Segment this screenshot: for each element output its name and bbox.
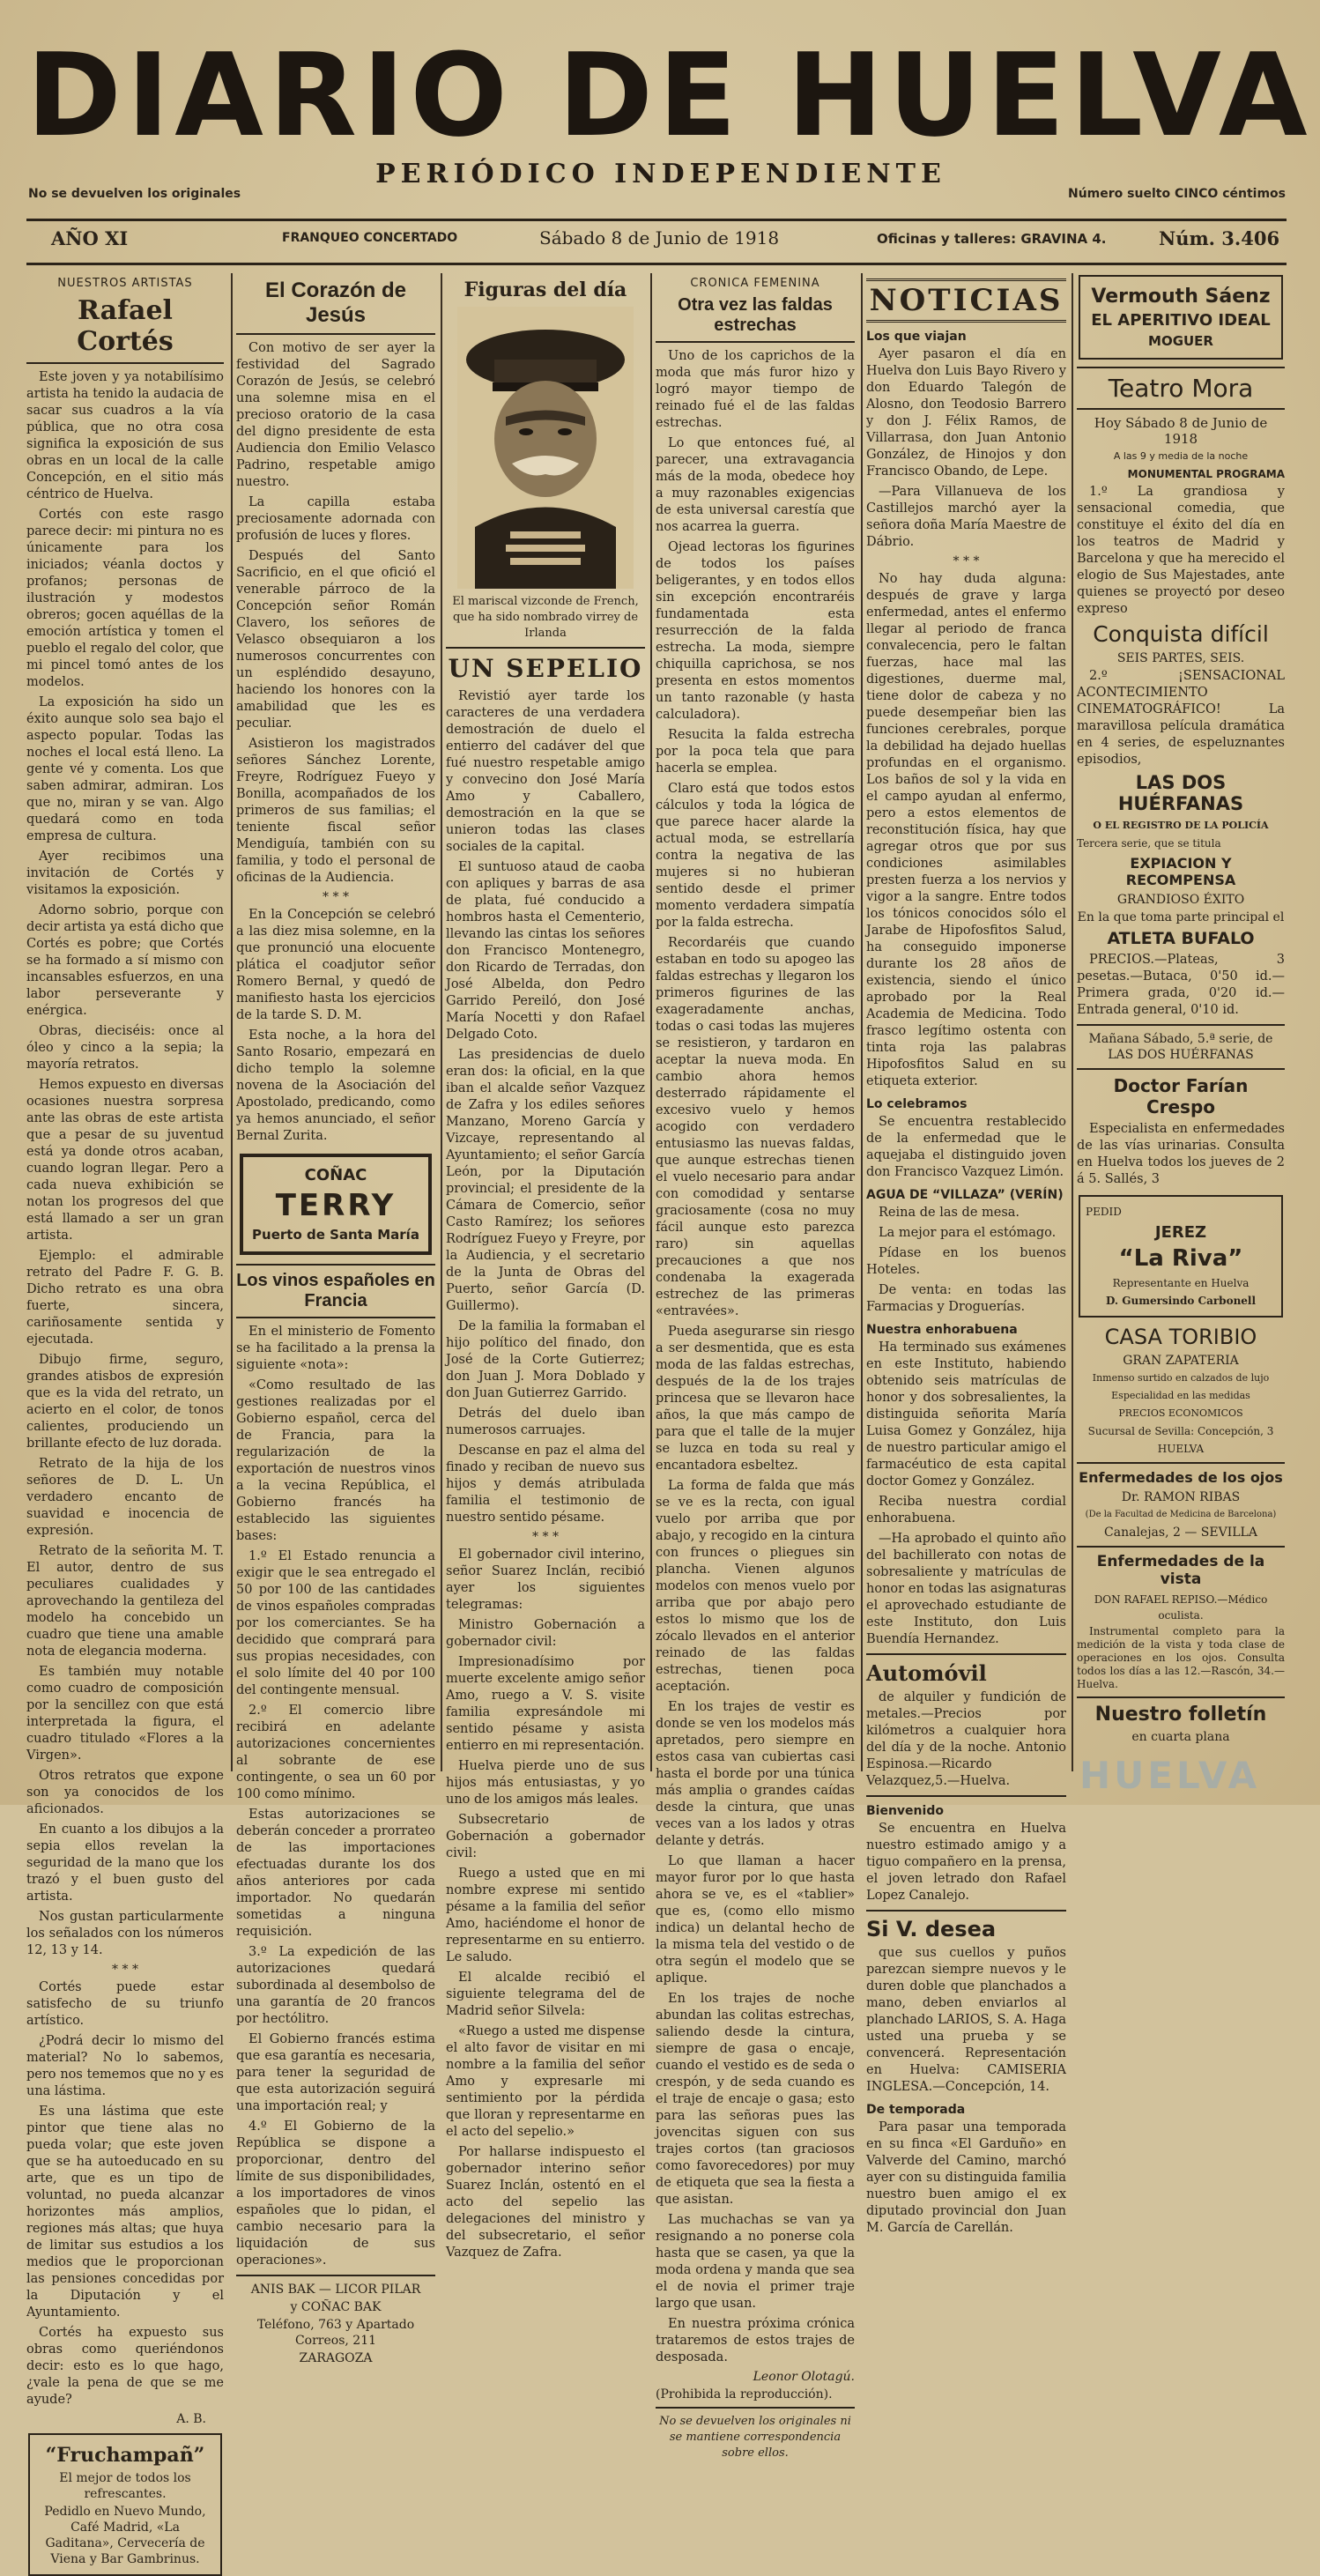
ad-line: ANIS BAK — LICOR PILAR	[250, 2283, 421, 2297]
ad-name: “La Riva”	[1118, 1245, 1243, 1272]
paragraph: Cortés puede estar satisfecho de su triunfo artístico.	[26, 1980, 224, 2028]
separator: * * *	[323, 890, 349, 904]
section-title: Bienvenido	[866, 1804, 944, 1818]
ad-line: Especialidad en las medidas	[1111, 1390, 1250, 1401]
paragraph: 1.º La grandiosa y sensacional comedia, que constituye el éxito del día en los teatros de Madrid y Barcelona y que ha merecido el elogio de Sus Majestades, ante quienes se proyectó por deseo expreso	[1077, 485, 1285, 616]
paragraph: Impresionadísimo por muerte excelente amigo señor Amo, ruego a V. S. visite familia expresándole mi sentido pésame y asista entierro en mi representación.	[446, 1655, 645, 1753]
signature: Leonor Olotagú.	[753, 2370, 855, 2384]
ad-line: El mejor de todos los refrescantes.	[59, 2471, 191, 2501]
divider	[1077, 1068, 1285, 1070]
signature: A. B.	[176, 2412, 206, 2426]
ad-sub: EL APERITIVO IDEAL	[1091, 311, 1271, 330]
paragraph: La capilla estaba preciosamente adornada con profusión de luces y flores.	[236, 495, 435, 543]
article-body	[236, 907, 435, 1145]
film-role: En la que toma parte principal el	[1077, 910, 1285, 924]
paragraph: ¿Podrá decir lo mismo del material? No lo sabemos, pero nos tememos que no y es una lástima.	[26, 2034, 224, 2098]
divider	[866, 1910, 1066, 1912]
paragraph: de alquiler y fundición de metales.—Precios por kilómetros a cualquier hora del día y de la noche. Antonio Espinosa.—Ricardo Velazquez,5.—Huelva.	[866, 1690, 1066, 1788]
ad-fruchampan	[28, 2433, 222, 2576]
paragraph: Descanse en paz el alma del finado y reciban de nuevo sus hijos y demás atribulada familia el testimonio de nuestro sentido pésame.	[446, 1444, 645, 1525]
folletin-title: Nuestro folletín	[1094, 1704, 1267, 1726]
film-series: Tercera serie, que se titula	[1077, 837, 1221, 850]
paragraph: Uno de los caprichos de la moda que más furor hizo y logró mayor tiempo de reinado fué el de las faldas estrechas.	[656, 349, 855, 430]
paragraph: Ruego a usted que en mi nombre exprese mi sentido pésame a la familia del señor Amo, haciéndome el honor de representarme en su entierro. Le saludo.	[446, 1867, 645, 1964]
section-title: AGUA DE “VILLAZA” (VERÍN)	[866, 1188, 1064, 1202]
column-rule	[650, 273, 652, 1771]
ad-brand: COÑAC	[304, 1166, 367, 1184]
issue-year: AÑO XI	[51, 227, 129, 249]
watermark: HUELVA	[1079, 1754, 1261, 1797]
paragraph: La exposición ha sido un éxito aunque solo sea bajo el aspecto popular. Todas las noches el local está lleno. La gente vé y comenta. Los que saben admirar, admiran. Los que no, miran y se van. Algo quedará como en toda empresa de cultura.	[26, 695, 224, 843]
paragraph: En cuanto a los dibujos a la sepia ellos revelan la seguridad de la mano que los trazó y el buen gusto del artista.	[26, 1823, 224, 1904]
paragraph: Ayer recibimos una invitación de Cortés y visitamos la exposición.	[26, 850, 224, 897]
note: (Prohibida la reproducción).	[656, 2387, 833, 2402]
issue-number: Núm. 3.406	[1159, 227, 1280, 249]
ad-line: Representante en Huelva	[1112, 1277, 1250, 1289]
ad-line: Canalejas, 2 — SEVILLA	[1104, 1526, 1257, 1540]
paragraph: Otros retratos que expone son ya conocidos de los aficionados.	[26, 1769, 224, 1816]
ad-line: GRAN ZAPATERIA	[1123, 1354, 1239, 1368]
paragraph: Retrato de la señorita M. T. El autor, dentro de sus peculiares cualidades y aprovechando la gentileza del modelo ha concebido un cuadro que tiene una amable nota de elegancia moderna.	[26, 1544, 224, 1659]
paragraph: Adorno sobrio, porque con decir artista ya está dicho que Cortés es pobre; que Cortés se ha formado a sí mismo con incansables esfuerzos, en una labor perseverante y enérgica.	[26, 903, 224, 1018]
theatre-programme: MONUMENTAL PROGRAMA	[1127, 468, 1285, 480]
headline: Otra vez las faldas estrechas	[678, 295, 833, 335]
paragraph: Reina de las de mesa.	[879, 1206, 1020, 1220]
ad-line: y COÑAC BAK	[290, 2300, 382, 2314]
headline: NOTICIAS	[866, 278, 1066, 323]
divider	[236, 1264, 435, 1266]
paragraph: De venta: en todas las Farmacias y Droguerías.	[866, 1283, 1066, 1314]
divider	[236, 2275, 435, 2276]
paragraph: Pídase en los buenos Hoteles.	[866, 1246, 1066, 1277]
paragraph: Hemos expuesto en diversas ocasiones nuestra sorpresa ante las obras de este artista que a pesar de su juventud está ya donde otros acaban, cuando logran llegar. Pero a cada nueva exhibición se notan los progresos del que está llamado a ser un gran artista.	[26, 1078, 225, 1243]
paragraph: —Para Villanueva de los Castillejos marchó ayer la señora doña María Maestre de Dábrio.	[866, 485, 1066, 549]
section-title: Los que viajan	[866, 330, 967, 344]
issue-date: Sábado 8 de Junio de 1918	[539, 227, 780, 249]
ad-terry	[240, 1154, 432, 1255]
film-part: EXPIACION Y RECOMPENSA	[1125, 855, 1236, 888]
headline: Rafael Cortés	[77, 295, 174, 357]
divider	[1077, 367, 1285, 368]
paragraph: Dibujo firme, seguro, grandes atisbos de expresión que es la vida del retrato, un acierto en el color, de tonos calientes, produciendo un brillante efecto de luz dorada.	[26, 1353, 224, 1451]
paragraph: 1.º El Estado renuncia a exigir que le sea entregado el 50 por 100 de las cantidades de vinos españoles compradas por los comerciantes. Se ha decidido que comprará para sus propias necesidades, con el solo límite del 40 por 100 del contingente mensual.	[236, 1549, 435, 1697]
divider	[1077, 408, 1285, 410]
column-rule	[861, 273, 863, 1771]
paragraph: Ha terminado sus exámenes en este Instituto, habiendo obtenido seis matrículas de honor y dos sobresalientes, la distinguida señorita María Luisa Gomez y González, hija de nuestro particular amigo el farmacéutico de esta capital doctor Gomez y González.	[866, 1340, 1066, 1488]
column-rule	[231, 273, 233, 1771]
theatre-time: A las 9 y media de la noche	[1113, 450, 1249, 462]
divider	[236, 333, 435, 335]
paragraph: Estas autorizaciones se deberán conceder a prorrateo de las importaciones efectuadas durante los dos años anteriores por cada importador. No quedarán sometidas a ninguna requisición.	[236, 1808, 435, 1939]
paragraph: Cortés ha expuesto sus obras como queriéndonos decir: esto es lo que hago, ¿vale la pena de que se me ayude?	[26, 2326, 224, 2407]
column-rule	[441, 273, 442, 1771]
paragraph: —Ha aprobado el quinto año del bachillerato con notas de sobresaliente y matrículas de honor en todas las asignaturas el aprovechado estudiante de este Instituto, don Luis Buendía Hernandez.	[866, 1532, 1066, 1646]
ad-pre: PEDID	[1086, 1206, 1122, 1218]
paragraph: Las muchachas se van ya resignando a no ponerse cola hasta que se casen, ya que la moda ordena y manda que sea el de novia el primer traje largo que usan.	[656, 2213, 855, 2311]
paragraph: Especialista en enfermedades de las vías urinarias. Consulta en Huelva todos los jueves de 2 á 5. Sallés, 3	[1077, 1122, 1285, 1186]
paragraph: Detrás del duelo iban numerosos carruajes.	[446, 1407, 645, 1437]
photo-caption: El mariscal vizconde de French, que ha sido nombrado virrey de Irlanda	[452, 595, 639, 640]
ad-line: PRECIOS ECONOMICOS	[1118, 1407, 1243, 1419]
ad-line: Pedidlo en Nuevo Mundo, Café Madrid, «La Gaditana», Cervecería de Viena y Bar Gambrinus.	[44, 2505, 206, 2566]
paragraph: Ojead lectoras los figurines de todos los países beligerantes, y en todos ellos sin excepción encontraréis fundamentada esta resurrección de la falda estrecha. La moda, siempre chiquilla caprichosa, se nos presenta en estos momentos un tanto razonable (y hasta calculadora).	[656, 540, 855, 722]
divider	[1077, 1546, 1285, 1548]
paragraph: «Ruego a usted me dispense el alto favor de visitar en mi nombre a la familia del señor Amo y expresarle mi sentimiento por la pérdida que lloran y representarme en el acto del sepelio.»	[446, 2024, 645, 2139]
ad-line: (De la Facultad de Medicina de Barcelona)	[1085, 1510, 1277, 1519]
paragraph: Subsecretario de Gobernación a gobernador civil:	[446, 1813, 645, 1860]
paragraph: Esta noche, a la hora del Santo Rosario, empezará en dicho templo la solemne novena de la Asociación del Apostolado, predicando, como ya hemos anunciado, el señor Bernal Zurita.	[236, 1028, 435, 1143]
paragraph: En la Concepción se celebró a las diez misa solemne, en la que pronunció una elocuente plática el coadjutor señor Romero Bernal, y quedó de manifiesto hasta los ejercicios de la tarde S. D. M.	[236, 908, 435, 1022]
paragraph: que sus cuellos y puños parezcan siempre nuevos y le duren doble que planchados a mano, deben enviarlos al planchado LARIOS, S. A. Haga usted una prueba y se convencerá. Representación en Huelva: CAMISERIA INGLESA.—Concepción, 14.	[866, 1946, 1066, 2094]
paragraph: 3.º La expedición de las autorizaciones quedará subordinada al desembolso de una garantía de 20 francos por hectólitro.	[236, 1945, 435, 2026]
article-body	[446, 1547, 645, 2261]
paragraph: Las presidencias de duelo eran dos: la oficial, en la que iban el alcalde señor Vazquez de Zafra y los ediles señores Manzano, Moreno García y Vizcaye, representando al Ayuntamiento; el señor García León, por la Diputación provincial; el presidente de la Cámara de Comercio, señor Casto Ramírez; los señores Rodríguez Fueyo y Freyre, por la Audiencia, y el secretario de la Junta de Obras del Puerto, señor García (D. Guillermo).	[446, 1048, 645, 1313]
paragraph: Este joven y ya notabilísimo artista ha tenido la audacia de sacar sus cuadros a la vía pública, que no otra cosa significa la exposición de sus obras en un local de la calle Concepción, en el sitio más céntrico de Huelva.	[26, 370, 224, 501]
top-rule	[26, 219, 1287, 221]
paragraph: Asistieron los magistrados señores Sánchez Lorente, Freyre, Rodríguez Fueyo y Bonilla, acompañados de los primeros de sus familias; el teniente fiscal señor Mendiguía, también con su familia, y todo el personal de oficinas de la Audiencia.	[236, 737, 435, 885]
paragraph: 4.º El Gobierno de la República se dispone a proporcionar, dentro del límite de sus disponibilidades, a los importadores de vinos españoles que lo pidan, el cambio necesario para la liquidación de sus operaciones».	[236, 2119, 435, 2268]
paragraph: «Como resultado de las gestiones realizadas por el Gobierno español, cerca del de Francia, para la regularización de la exportación de nuestros vinos a la vecina República, el Gobierno francés ha establecido las siguientes bases:	[236, 1378, 435, 1543]
paragraph: Huelva pierde uno de sus hijos más entusiastas, y yo uno de los amigos más leales.	[446, 1759, 645, 1807]
kicker: CRONICA FEMENINA	[690, 277, 820, 290]
doctor-title: Doctor Farían Crespo	[1113, 1075, 1249, 1117]
paragraph: El Gobierno francés estima que esa garantía es necesaria, para tener la seguridad de que esta autorización seguirá una importación real; y	[236, 2032, 435, 2113]
paragraph: Reciba nuestra cordial enhorabuena.	[866, 1495, 1066, 1526]
article-body	[446, 688, 645, 1526]
divider	[866, 1795, 1066, 1797]
headline: El Corazón de Jesús	[264, 278, 407, 327]
section-title: De temporada	[866, 2103, 966, 2117]
headline: Los vinos españoles en Francia	[236, 1271, 435, 1310]
paragraph: Lo que entonces fué, al parecer, una extravagancia más de la moda, obedece hoy a muy razonables exigencias de esta universal carestía que nos acarrea la guerra.	[656, 436, 855, 534]
article-body	[236, 340, 435, 887]
headline: Figuras del día	[463, 278, 627, 301]
paragraph: En los trajes de vestir es donde se ven los modelos más apretados, pero siempre en estos casa van cubiertas casi hasta el borde por una túnica más amplia o grandes caídas desde la cintura, que unas veces van a los lados y otras delante y detrás.	[656, 1700, 855, 1848]
ad-title: “Fruchampañ”	[45, 2444, 205, 2467]
tomorrow: Mañana Sábado, 5.ª serie, de LAS DOS HUÉRFANAS	[1088, 1032, 1273, 1062]
paragraph: El alcalde recibió el siguiente telegrama del de Madrid señor Silvela:	[446, 1971, 645, 2018]
play-sub: SEIS PARTES, SEIS.	[1116, 651, 1245, 665]
separator: * * *	[532, 1530, 559, 1544]
issue-offices: Oficinas y talleres: GRAVINA 4.	[877, 231, 1107, 247]
paragraph: La forma de falda que más se ve es la recta, con igual vuelo por arriba que por abajo, y recogido en la cintura con frunces o pliegues sin plancha. Vienen algunos modelos con menos vuelo por arriba que por abajo pero estos lo mismo que los de zócalo llevados en el anterior reinado de las faldas estrechas, tienen poca aceptación.	[656, 1479, 855, 1694]
column-4	[656, 273, 855, 2460]
play-title: Conquista difícil	[1093, 621, 1269, 647]
paragraph: Con motivo de ser ayer la festividad del Sagrado Corazón de Jesús, se celebró una solemne misa en el precioso oratorio de la casa del digno presidente de esta Audiencia don Emilio Velasco Padrino, respetable amigo nuestro.	[236, 341, 435, 489]
paragraph: Se encuentra en Huelva nuestro estimado amigo y a tiguo compañero en la prensa, el joven letrado don Rafael Lopez Canalejo.	[866, 1822, 1066, 1903]
film-actor: ATLETA BUFALO	[1107, 929, 1255, 948]
paragraph: Pueda asegurarse sin riesgo a ser desmentida, que es esta moda de las faldas estrechas, después de la de los trajes princesa que se llevaron hace años, la que más campo de para que el talle de la mujer se luzca en toda su real y encantadora esbeltez.	[656, 1325, 855, 1473]
masthead-left-note: No se devuelven los originales	[28, 187, 241, 201]
theatre-title: Teatro Mora	[1108, 374, 1254, 403]
paragraph: En el ministerio de Fomento se ha facilitado a la prensa la siguiente «nota»:	[236, 1325, 435, 1372]
headline: UN SEPELIO	[448, 654, 643, 683]
column-rule	[1072, 273, 1073, 1771]
divider	[656, 341, 855, 343]
paragraph: Nos gustan particularmente los señalados con los números 12, 13 y 14.	[26, 1910, 224, 1957]
casa-title: CASA TORIBIO	[1104, 1325, 1257, 1349]
separator: * * *	[953, 554, 980, 568]
paragraph: De la familia la formaban el hijo político del finado, don José de la Corte Gutierrez; don Juan J. Mora Doblado y don Juan Gutierrez Garrido.	[446, 1319, 645, 1400]
paragraph: 2.º El comercio libre recibirá en adelante autorizaciones concernientes al sobrante de ese contingente, o sea un 60 por 100 como mínimo.	[236, 1704, 435, 1801]
ad-line: Dr. RAMON RIBAS	[1121, 1490, 1241, 1504]
article-body	[26, 369, 224, 1959]
kicker: NUESTROS ARTISTAS	[57, 277, 193, 290]
paragraph: Se encuentra restablecido de la enfermedad que le aquejaba el distinguido joven don Francisco Vazquez Limón.	[866, 1115, 1066, 1179]
issue-bar	[26, 222, 1287, 261]
portrait-french	[457, 307, 634, 589]
paragraph: Resucita la falda estrecha por la poca tela que para hacerla se emplea.	[656, 728, 855, 776]
ad-title: Automóvil	[866, 1660, 987, 1686]
article-body	[656, 348, 855, 2366]
paragraph: Ministro Gobernación a gobernador civil:	[446, 1618, 645, 1649]
theatre-date: Hoy Sábado 8 de Junio de 1918	[1094, 415, 1268, 447]
ad-name: TERRY	[275, 1188, 397, 1223]
ad-line: Sucursal de Sevilla: Concepción, 3	[1087, 1425, 1274, 1437]
ad-place: MOGUER	[1148, 333, 1213, 349]
column-6	[1077, 273, 1285, 1777]
paragraph: El suntuoso ataud de caoba con apliques y barras de asa de plata, fué conducido a hombros hasta el Cementerio, llevando las cintas los señores don Francisco Montenegro, don Ricardo de Terradas, don José Albelda, don Pedro Garrido Pereiló, don José María Nocetti y don Rafael Delgado Coto.	[446, 860, 645, 1042]
film-title: LAS DOS HUÉRFANAS	[1117, 772, 1244, 814]
masthead-title: DIARIO DE HUELVA	[26, 28, 1313, 162]
paragraph: El gobernador civil interino, señor Suarez Inclán, recibió ayer los siguientes telegramas:	[446, 1548, 645, 1612]
ad-line: D. Gumersindo Carbonell	[1105, 1295, 1257, 1307]
paragraph: Obras, dieciséis: once al óleo y cinco a la sepia; la mayoría retratos.	[26, 1024, 224, 1072]
divider	[1077, 1696, 1285, 1698]
paragraph: Cortés con este rasgo parece decir: mi pintura no es únicamente para los iniciados; véanla doctos y profanos; personas de ilustración y modestos obreros; gocen aquéllas de la emoción artística y tomen el pueblo el regalo del color, que mi pincel tomó antes de los modelos.	[26, 508, 224, 689]
paragraph: En los trajes de noche abundan las colitas estrechas, saliendo desde la cintura, siempre de gasa o encaje, cuando el vestido es de seda o crespón, y de seda cuando es el traje de encaje o gasa; esto para las señoras pues las jovencitas siguen con sus trajes cortos (tan graciosos como favorecedores) por muy de etiqueta que sea la fiesta a que asistan.	[656, 1992, 855, 2207]
divider	[866, 1653, 1066, 1655]
paragraph: Retrato de la hija de los señores de D. L. Un verdadero encanto de suavidad e inocencia de expresión.	[26, 1457, 224, 1538]
article-body	[26, 1979, 224, 2409]
ad-la-riva	[1079, 1195, 1283, 1318]
eyes-title: Enfermedades de los ojos	[1079, 1469, 1283, 1486]
ad-place: Puerto de Santa María	[252, 1227, 419, 1243]
section-title: Lo celebramos	[866, 1097, 968, 1111]
ad-title: Vermouth Sáenz	[1091, 286, 1271, 308]
divider	[656, 2407, 855, 2409]
paragraph: Es también muy notable como cuadro de composición por la sencillez con que está interpretada la figura, el cuadro titulado «Flores a la Virgen».	[26, 1665, 224, 1763]
film-success: GRANDIOSO ÉXITO	[1116, 893, 1245, 907]
paragraph: Para pasar una temporada en su finca «El Garduño» en Valverde del Camino, marchó ayer con su distinguida familia nuestro buen amigo el ex diputado provincial don Juan M. García de Carellán.	[866, 2120, 1066, 2235]
paragraph: Después del Santo Sacrificio, en el que ofició el venerable párroco de la Concepción señor Román Clavero, los señores de Velasco obsequiaron a los numerosos concurrentes con un espléndido desayuno, haciendo los honores con la amabilidad que les es peculiar.	[236, 549, 435, 731]
vista-title: Enfermedades de la vista	[1096, 1553, 1265, 1588]
paragraph: 2.º ¡SENSACIONAL ACONTECIMIENTO CINEMATOGRÁFICO! La maravillosa película dramática en 4 series, de espeluznantes episodios,	[1077, 669, 1285, 767]
column-1	[26, 273, 225, 2566]
divider	[1077, 1462, 1285, 1464]
divider	[26, 362, 224, 364]
paragraph: Revistió ayer tarde los caracteres de una verdadera demostración de duelo el entierro del cadáver del que fué nuestro respetable amigo y convecino don José María Amo y Caballero, demostración en la que se unieron todas las clases sociales de la capital.	[446, 689, 645, 854]
separator: * * *	[112, 1963, 138, 1977]
ad-vermouth	[1079, 275, 1283, 360]
paragraph: En nuestra próxima crónica trataremos de estos trajes de desposada.	[656, 2317, 855, 2364]
ad-line: DON RAFAEL REPISO.—Médico oculista.	[1094, 1593, 1268, 1622]
masthead-right-note: Número suelto CINCO céntimos	[1068, 187, 1286, 201]
paragraph: Ayer pasaron el día en Huelva don Luis Bayo Rivero y don Eduardo Talegón de Alosno, don Teodosio Barrero y don J. Félix Ramos, de Villarrasa, don Juan Antonio González, de Hinojos y don Francisco Obando, de Lepe.	[866, 347, 1066, 479]
film-sub: O EL REGISTRO DE LA POLICÍA	[1093, 820, 1269, 831]
bottom-rule	[26, 263, 1287, 265]
paragraph: Por hallarse indispuesto el gobernador interino señor Suarez Inclán, ostentó en el acto del sepelio las delegaciones del ministro y del subsecretario, el señor Vazquez de Zafra.	[446, 2145, 645, 2260]
paragraph: No hay duda alguna: después de grave y larga enfermedad, antes el enfermo llegar al periodo de franca convalecencia, pero le faltan fuerzas, hace mal las digestiones, duerme mal, tiene dolor de cabeza y no puede desempeñar bien las funciones cerebrales, porque la debilidad ha dejado huellas profundas en el organismo. Los baños de sol y la vida en el campo ayudan al enfermo, pero a estos elementos de reconstitución física, hay que agregar otros que por sus condiciones asimilables presten fuerza a los nervios y vigor a la sangre. Entre todos los tónicos conocidos sólo el Jarabe de Hipofosfitos Salud, ha conseguido imponerse durante los 28 años de existencia, siendo el único aprobado por la Real Academia de Medicina. Todo frasco legítimo ostenta con tinta roja las palabras Hipofosfitos Salud en su etiqueta exterior.	[866, 572, 1066, 1088]
ad-line: Inmenso surtido en calzados de lujo	[1092, 1372, 1270, 1384]
paragraph: Claro está que todos estos cálculos y toda la lógica de que parece hacer alarde la actual moda, se estrellaría contra la negativa de las mujeres si no hubieran sentido desde el primer momento verdadera simpatía por la falda estrecha.	[656, 782, 855, 930]
section-title: Nuestra enhorabuena	[866, 1323, 1018, 1337]
ad-line: Teléfono, 763 y Apartado Correos, 211	[256, 2318, 415, 2348]
article-body	[236, 1324, 435, 2269]
ad-title: Si V. desea	[866, 1917, 997, 1941]
issue-postage: FRANQUEO CONCERTADO	[282, 231, 458, 245]
paragraph: Ejemplo: el admirable retrato del Padre F. G. B. Dicho retrato es una obra fuerte, sincera, cariñosamente sentida y ejecutada.	[26, 1249, 224, 1347]
divider	[236, 1317, 435, 1318]
paragraph: La mejor para el estómago.	[879, 1226, 1057, 1240]
folletin-sub: en cuarta plana	[1131, 1730, 1230, 1744]
divider	[446, 647, 645, 649]
prices: PRECIOS.—Plateas, 3 pesetas.—Butaca, 0'50 id.—Primera grada, 0'20 id.—Entrada general, 0'10 id.	[1077, 953, 1285, 1017]
paragraph: Instrumental completo para la medición de la vista y toda clase de operaciones en los ojos. Consulta todos los días a las 12.—Rascón, 34.—Huelva.	[1077, 1625, 1285, 1690]
masthead-subtitle: PERIÓDICO INDEPENDIENTE	[375, 159, 946, 189]
ad-line: ZARAGOZA	[299, 2351, 373, 2365]
paragraph: Es una lástima que este pintor que tiene alas no pueda volar; que este joven que se ha autoeducado en su arte, que es un tipo de voluntad, no pueda alcanzar horizontes más amplios, regiones más altas; que huya de limitar sus estudios a los medios que le proporcionan las pensiones concedidas por la Diputación y el Ayuntamiento.	[26, 2105, 224, 2320]
column-3	[446, 273, 645, 2260]
footer-note: No se devuelven los originales ni se mantiene correspondencia sobre ellos.	[659, 2415, 851, 2460]
paragraph: Recordaréis que cuando estaban en todo su apogeo las faldas estrechas y llegaron los primeros figurines de las exageradamente anchas, todas o casi todas las mujeres se resistieron, y tardaron en aceptar la nueva moda. En cambio ahora hemos desterrado rápidamente el excesivo vuelo y hemos acogido con verdadero entusiasmo las nuevas faldas, que aunque estrechas tienen el vuelo necesario para andar con comodidad y sentarse graciosamente (cosa no muy fácil aunque esto parezca raro) sin aquellas precauciones a que nos condenaba la exagerada estrechez de las primeras «entravées».	[656, 936, 855, 1318]
ad-jerez: JEREZ	[1154, 1223, 1207, 1242]
ad-line: HUELVA	[1157, 1443, 1205, 1455]
column-5	[866, 273, 1066, 2235]
paragraph: Lo que llaman a hacer mayor furor por lo que hasta ahora se ve, es el «tablier» que es, (como ello mismo indica) un delantal hecho de la misma tela del vestido o de otra según el modelo que se aplique.	[656, 1854, 855, 1986]
column-2	[236, 273, 435, 2365]
divider	[1077, 1024, 1285, 1026]
